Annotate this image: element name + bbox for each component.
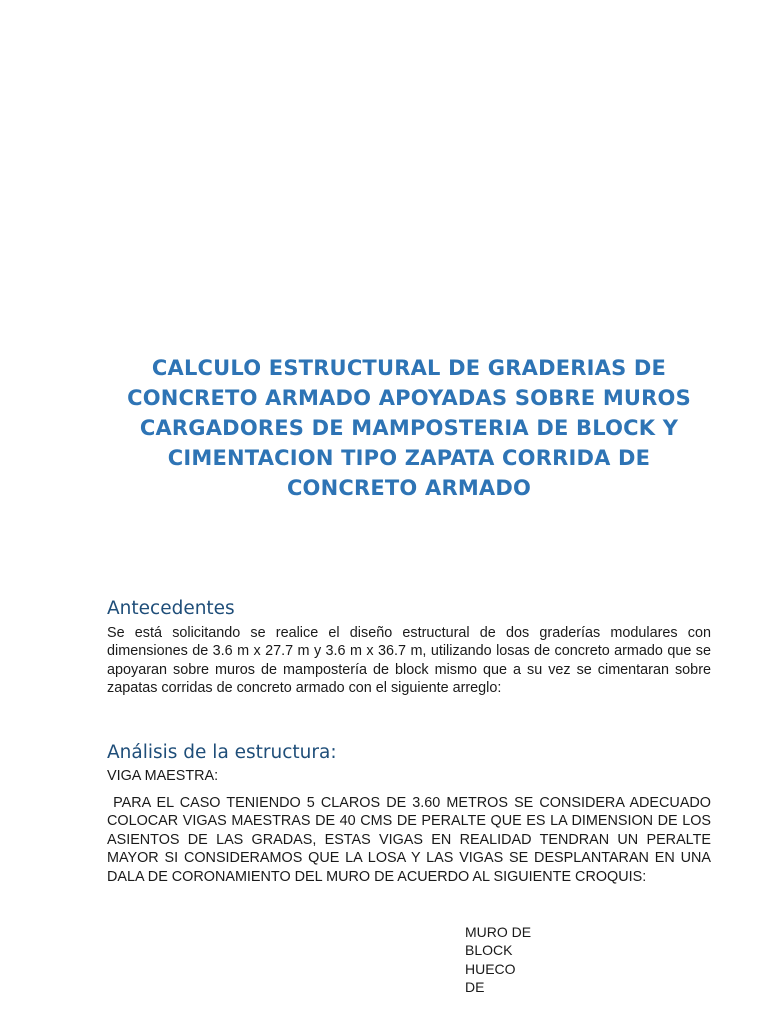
paragraph-antecedentes: Se está solicitando se realice el diseño estructural de dos graderías modulares con dimensiones de 3.6 m x 27.7 m y 3.6 m x 36.7 m, utilizando losas de concreto armado que se apoyaran sobre muros de mampostería de block mismo que a su vez se cimentaran sobre zapatas corridas de concreto armado con el siguiente arreglo: (107, 625, 711, 697)
subheading-viga-maestra: VIGA MAESTRA: (107, 768, 219, 784)
croquis-label-line: DE (465, 979, 485, 996)
croquis-label (465, 923, 545, 996)
paragraph-viga-maestra-text: PARA EL CASO TENIENDO 5 CLAROS DE 3.60 METROS SE CONSIDERA ADECUADO COLOCAR VIGAS MAESTRAS DE 40 CMS DE PERALTE QUE ES LA DIMENSION DE LOS ASIENTOS DE LAS GRADAS, ESTAS VIGAS EN REALIDAD TENDRAN UN PERALTE MAYOR SI CONSIDERAMOS QUE LA LOSA Y LAS VIGAS SE DESPLANTARAN EN UNA DALA DE CORONAMIENTO DEL MURO DE ACUERDO AL SIGUIENTE CROQUIS: (107, 795, 711, 885)
paragraph-viga-maestra (107, 794, 711, 886)
croquis-label-line: HUECO (465, 960, 516, 977)
croquis-label-line: BLOCK (465, 942, 513, 959)
croquis-label-line: MURO DE (465, 924, 532, 940)
section-heading-antecedentes: Antecedentes (107, 598, 235, 619)
section-heading-analisis: Análisis de la estructura: (107, 742, 337, 763)
document-title: CALCULO ESTRUCTURAL DE GRADERIAS DE CONCRETO ARMADO APOYADAS SOBRE MUROS CARGADORES DE MAMPOSTERIA DE BLOCK Y CIMENTACION TIPO ZAPATA CORRIDA DE CONCRETO ARMADO (127, 356, 691, 500)
